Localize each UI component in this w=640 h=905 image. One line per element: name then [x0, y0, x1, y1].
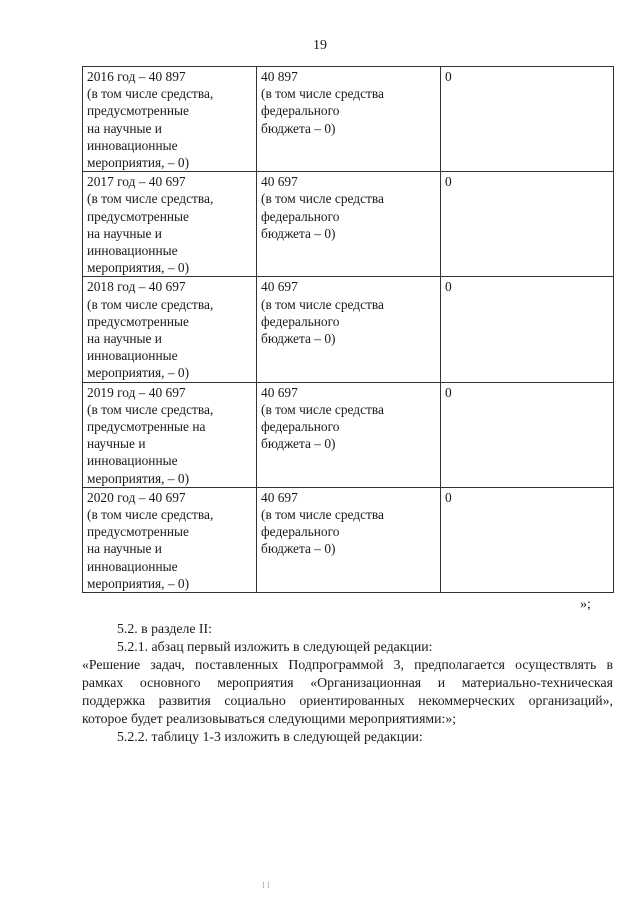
table-cell-year-total [83, 172, 257, 277]
quoted-new-paragraph [82, 656, 613, 728]
paragraph-line: рамках основного мероприятия «Организационная и материально-техническая [82, 675, 613, 690]
table-cell-year-total [83, 487, 257, 592]
table-cell-regional-budget [257, 487, 441, 592]
cell-text: 0 [445, 279, 452, 295]
table-cell-year-total [83, 382, 257, 487]
table-row [83, 382, 614, 487]
table-cell-other-sources [441, 67, 614, 172]
cell-text: 40 897 (в том числе средства федерального бюджета – 0) [261, 69, 384, 136]
cell-text: 0 [445, 69, 452, 84]
cell-text: 0 [445, 489, 452, 505]
cell-text: 2020 год – 40 697 (в том числе средства, предусмотренные на научные и инновационные мероприятия, – 0) [87, 489, 214, 591]
table-row [83, 487, 614, 592]
cell-text: 2019 год – 40 697 (в том числе средства, предусмотренные на научные и инновационные мероприятия, – 0) [87, 384, 214, 486]
cell-text: 40 697 (в том числе средства федерального бюджета – 0) [261, 384, 384, 452]
page-number: 19 [313, 38, 327, 53]
cell-text: 2016 год – 40 897 (в том числе средства, предусмотренные на научные и инновационные мероприятия, – 0) [87, 69, 214, 171]
section-2-heading: 5.2. в разделе II: [117, 621, 212, 636]
table-cell-regional-budget [257, 277, 441, 382]
table-cell-year-total [83, 277, 257, 382]
scan-artifact: ⁝ ⁝ [262, 880, 270, 890]
closing-quote: »; [580, 597, 591, 612]
paragraph-5-2-1: 5.2.1. абзац первый изложить в следующей редакции: [117, 639, 433, 654]
paragraph-line: поддержка развития социально ориентированных некоммерческих организаций», [82, 693, 613, 708]
table-cell-other-sources [441, 487, 614, 592]
cell-text: 2018 год – 40 697 (в том числе средства, предусмотренные на научные и инновационные мероприятия, – 0) [87, 279, 214, 381]
table-row [83, 67, 614, 172]
cell-text: 0 [445, 174, 452, 190]
table-row [83, 277, 614, 382]
table-cell-regional-budget [257, 382, 441, 487]
table-row [83, 172, 614, 277]
table-cell-regional-budget [257, 67, 441, 172]
table-cell-other-sources [441, 277, 614, 382]
funding-table [82, 66, 614, 593]
table-cell-other-sources [441, 172, 614, 277]
paragraph-line: «Решение задач, поставленных Подпрограммой 3, предполагается осуществлять в [82, 657, 613, 672]
cell-text: 0 [445, 384, 452, 400]
table-cell-other-sources [441, 382, 614, 487]
cell-text: 40 697 (в том числе средства федерального бюджета – 0) [261, 279, 384, 347]
table-cell-year-total [83, 67, 257, 172]
cell-text: 40 697 (в том числе средства федерального бюджета – 0) [261, 489, 384, 557]
paragraph-5-2-2: 5.2.2. таблицу 1-3 изложить в следующей редакции: [117, 729, 423, 744]
cell-text: 40 697 (в том числе средства федерального бюджета – 0) [261, 174, 384, 241]
table-cell-regional-budget [257, 172, 441, 277]
paragraph-line: которое будет реализовываться следующими мероприятиями:»; [82, 711, 457, 726]
cell-text: 2017 год – 40 697 (в том числе средства, предусмотренные на научные и инновационные мероприятия, – 0) [87, 174, 214, 276]
